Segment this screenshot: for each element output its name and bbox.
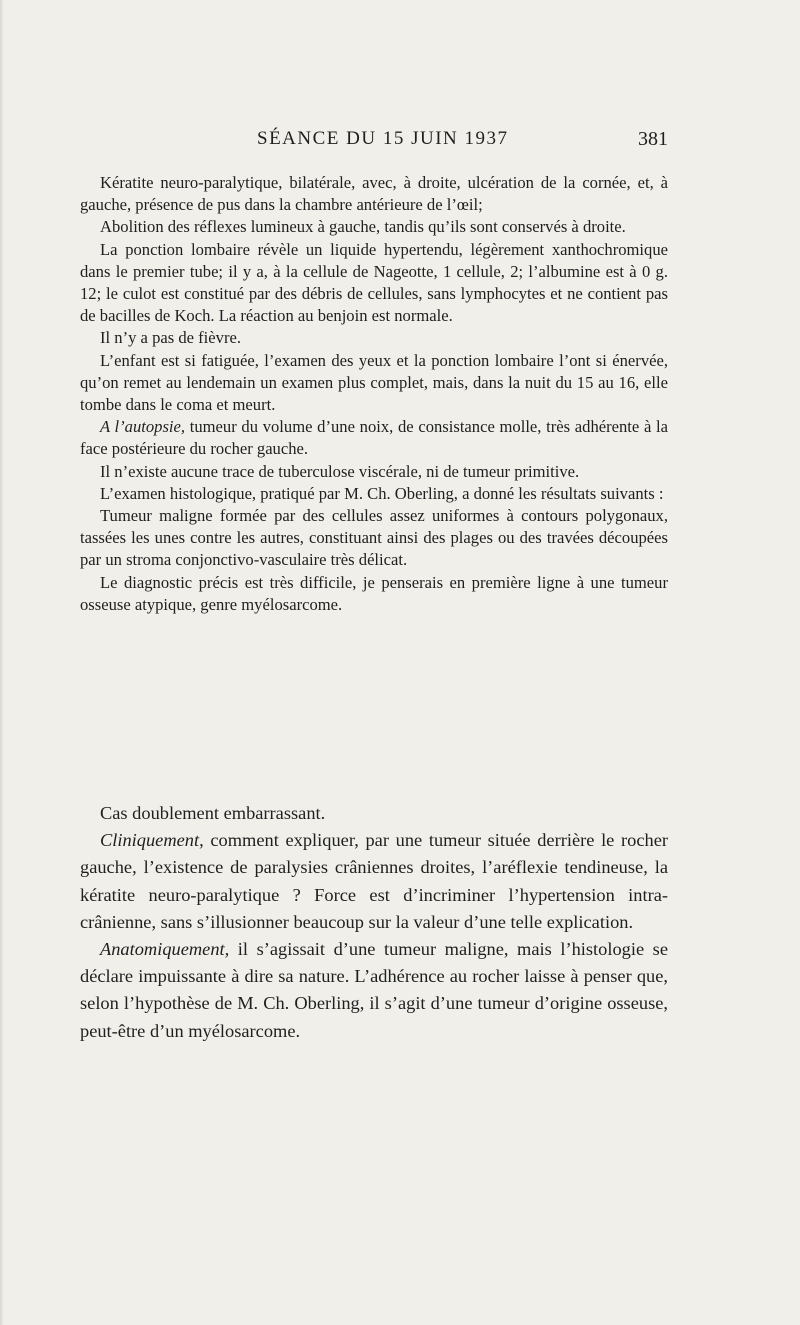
paragraph-clinical: Cliniquement, comment expliquer, par une tumeur située derrière le rocher gauche, l’existence de paralysies crâniennes droites, l’aréflexie tendineuse, la kératite neuro-paralytique ? Force est d’incriminer l’hypertension intra-crânienne, sans s’illusionner beaucoup sur la valeur d’une telle explication.	[80, 830, 668, 932]
running-title: SÉANCE DU 15 JUIN 1937	[257, 128, 509, 149]
paragraph-histology-result: Tumeur maligne formée par des cellules assez uniformes à contours polygonaux, tassées les unes contre les autres, constituant ainsi des plages ou des travées découpées par un stroma conjonctivo-vasculaire très délicat.	[80, 506, 668, 570]
paragraph-fever: Il n’y a pas de fièvre.	[100, 328, 241, 348]
autopsy-lead: A l’autopsie,	[100, 417, 186, 437]
paragraph-reflexes: Abolition des réflexes lumineux à gauche, tandis qu’ils sont conservés à droite.	[100, 217, 626, 237]
clinical-lead: Cliniquement,	[100, 830, 204, 851]
paragraph-autopsy: A l’autopsie, tumeur du volume d’une noix, de consistance molle, très adhérente à la face postérieure du rocher gauche.	[80, 417, 668, 459]
case-report-text	[80, 172, 668, 616]
commentary-text	[80, 800, 668, 1045]
paragraph-embarrassing-case: Cas doublement embarrassant.	[100, 803, 326, 823]
paragraph-diagnosis: Le diagnostic précis est très difficile, je penserais en première ligne à une tumeur osseuse atypique, genre myélosarcome.	[80, 572, 668, 614]
page-edge-shadow	[0, 0, 4, 1325]
paragraph-lumbar-puncture: La ponction lombaire révèle un liquide hypertendu, légèrement xanthochromique dans le premier tube; il y a, à la cellule de Nageotte, 1 cellule, 2; l’albumine est à 0 g. 12; le culot est constitué par des débris de cellules, sans lymphocytes et ne contient pas de bacilles de Koch. La réaction au benjoin est normale.	[80, 239, 668, 326]
paragraph-histology-intro: L’examen histologique, pratiqué par M. Ch. Oberling, a donné les résultats suivants :	[100, 483, 664, 503]
paragraph-anatomical: Anatomiquement, il s’agissait d’une tumeur maligne, mais l’histologie se déclare impuissante à dire sa nature. L’adhérence au rocher laisse à penser que, selon l’hypothèse de M. Ch. Oberling, il s’agit d’une tumeur d’origine osseuse, peut-être d’un myélosarcome.	[80, 939, 668, 1041]
paragraph-keratitis: Kératite neuro-paralytique, bilatérale, avec, à droite, ulcération de la cornée, et, à gauche, présence de pus dans la chambre antérieure de l’œil;	[80, 173, 668, 215]
paragraph-outcome: L’enfant est si fatiguée, l’examen des yeux et la ponction lombaire l’ont si énervée, qu’on remet au lendemain un examen plus complet, mais, dans la nuit du 15 au 16, elle tombe dans le coma et meurt.	[80, 350, 668, 415]
paragraph-tuberculosis: Il n’existe aucune trace de tuberculose viscérale, ni de tumeur primitive.	[100, 461, 580, 481]
page-header	[80, 128, 668, 160]
anatomical-lead: Anatomiquement,	[100, 939, 230, 960]
page-number: 381	[638, 128, 668, 150]
